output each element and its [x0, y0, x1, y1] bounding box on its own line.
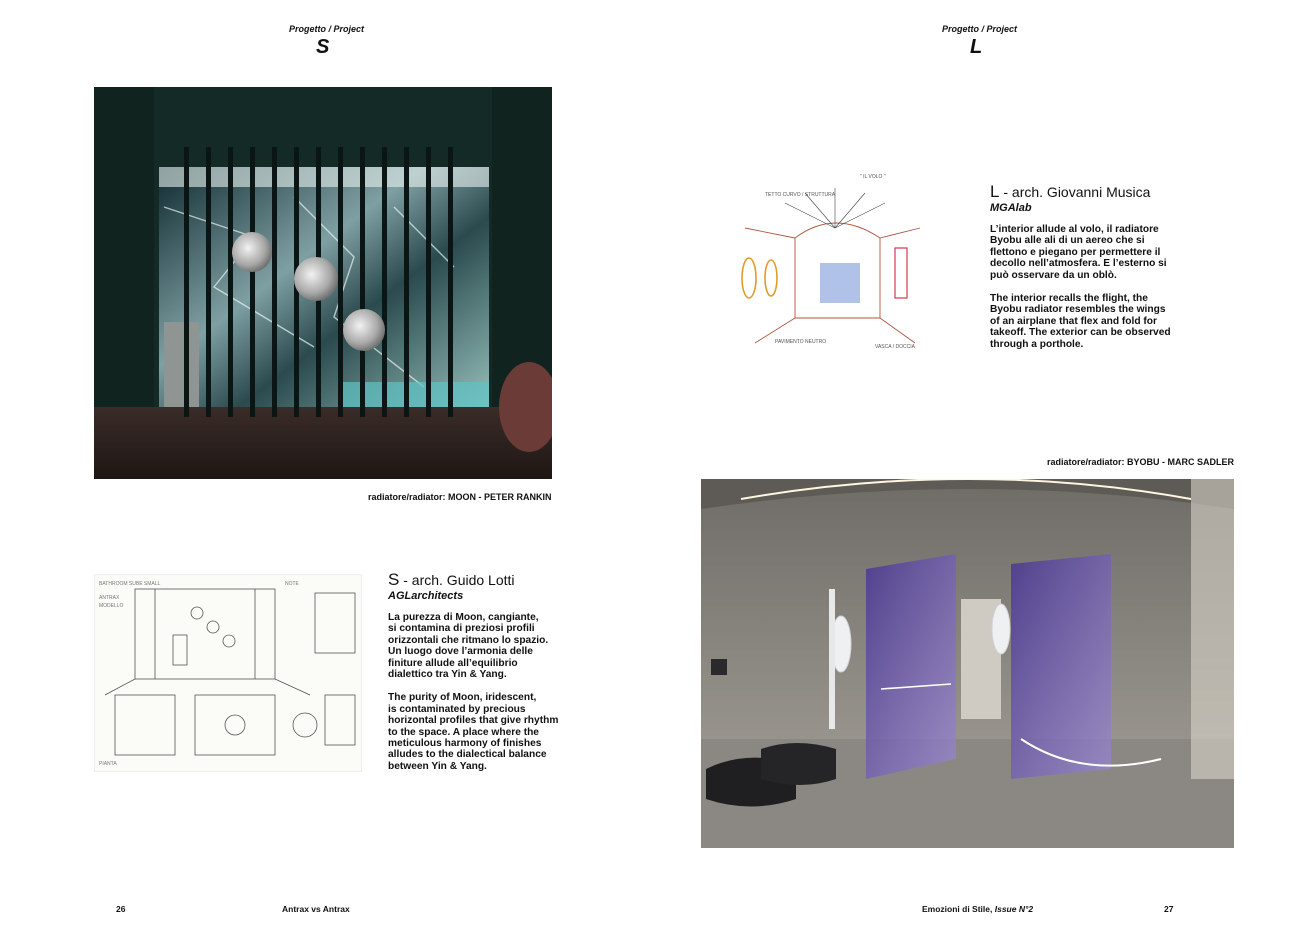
project-s-title-letter: S [388, 570, 400, 589]
byobu-photo-caption: radiatore/radiator: BYOBU - MARC SADLER [1047, 457, 1235, 467]
byobu-sketch-image [735, 168, 925, 364]
right-header-label: Progetto / Project [942, 24, 1018, 34]
project-s-title [388, 570, 573, 590]
svg-text:BATHROOM SUBE SMALL: BATHROOM SUBE SMALL [99, 581, 161, 587]
project-l-text-block [990, 182, 1190, 362]
svg-text:TETTO CURVO / STRUTTURA: TETTO CURVO / STRUTTURA [765, 192, 836, 198]
project-l-text-en: The interior recalls the flight, the Byobu radiator resembles the wings of an airplane that flex and fold for takeoff. The exterior can be observed through a porthole. [990, 293, 1171, 350]
svg-text:MODELLO: MODELLO [99, 603, 124, 609]
right-page-number: 27 [1164, 904, 1174, 914]
left-header-letter: S [316, 36, 330, 58]
project-l-architect: - arch. Giovanni Musica [999, 184, 1151, 200]
right-header-letter: L [970, 36, 983, 58]
left-footer-title: Antrax vs Antrax [282, 904, 350, 914]
project-s-architect: - arch. Guido Lotti [399, 572, 515, 588]
project-s-text-it: La purezza di Moon, cangiante, si contamina di preziosi profili orizzontali che ritmano lo spazio. Un luogo dove l’armonia delle finiture allude all’equilibrio dialettico tra Yin & Yang. [388, 612, 549, 681]
svg-text:NOTE: NOTE [285, 581, 299, 587]
moon-bathroom-photo [94, 87, 552, 479]
svg-text:PAVIMENTO NEUTRO: PAVIMENTO NEUTRO [775, 339, 827, 345]
moon-sketch-image [94, 574, 362, 772]
svg-text:ANTRAX: ANTRAX [99, 595, 120, 601]
project-l-studio: MGAlab [990, 202, 1032, 214]
moon-photo-caption: radiatore/radiator: MOON - PETER RANKIN [368, 492, 552, 502]
project-l-title-letter: L [990, 182, 1000, 201]
svg-text:" IL VOLO ": " IL VOLO " [860, 174, 886, 180]
svg-text:VASCA / DOCCIA: VASCA / DOCCIA [875, 344, 915, 350]
right-footer-issue: Issue N°2 [994, 904, 1034, 914]
right-footer-title [922, 904, 1033, 914]
project-l-text-it: L’interior allude al volo, il radiatore Byobu alle ali di un aereo che si flettono e piegano per permettere il decollo nell’atmosfera. E l’esterno si può osservare da un oblò. [990, 224, 1167, 281]
left-header-label: Progetto / Project [289, 24, 365, 34]
svg-text:PIANTA: PIANTA [99, 761, 117, 767]
right-footer-title-plain: Emozioni di Stile, [922, 904, 995, 914]
project-s-text-block [388, 570, 573, 784]
project-l-title [990, 182, 1190, 202]
byobu-bathroom-photo [701, 479, 1234, 848]
project-s-text-en: The purity of Moon, iridescent, is contaminated by precious horizontal profiles that give rhythm to the space. A place where the meticulous harmony of finishes alludes to the dialectical balance between Yin & Yang. [388, 692, 559, 772]
project-s-studio: AGLarchitects [388, 590, 464, 602]
left-page-number: 26 [116, 904, 126, 914]
